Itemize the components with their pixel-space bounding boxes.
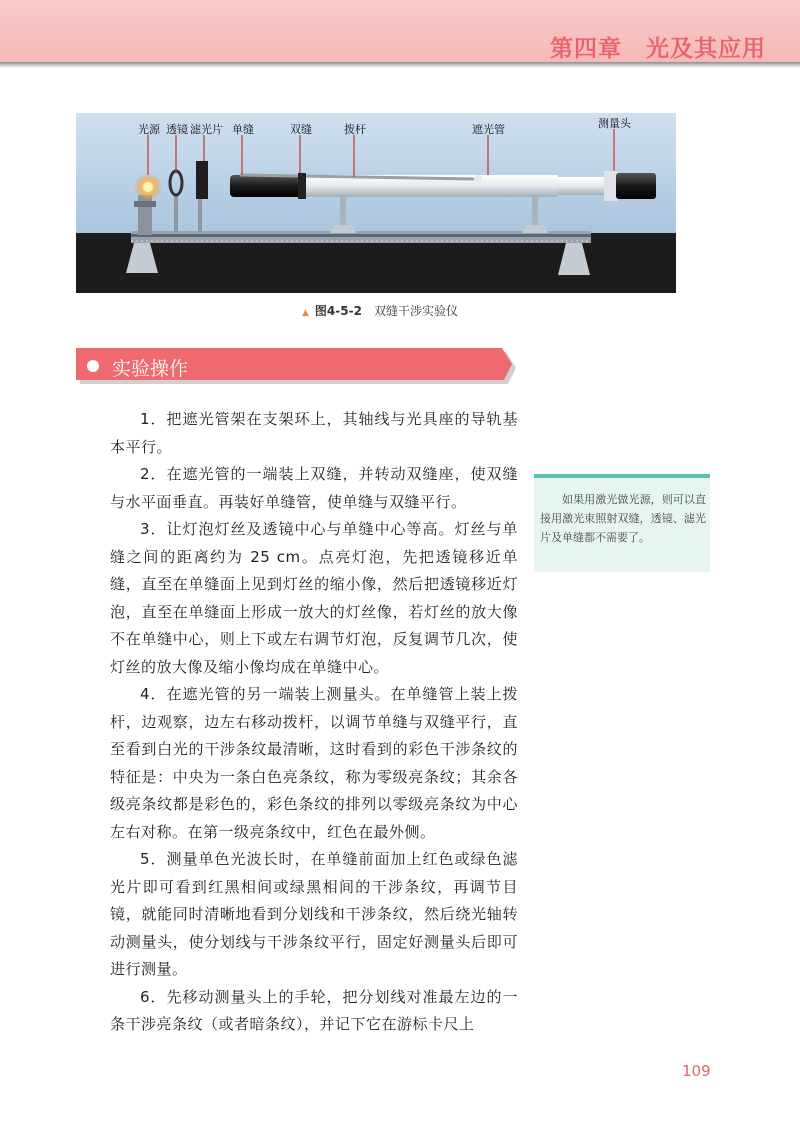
label-lens: 透镜 <box>166 123 188 136</box>
caption-number: 图4-5-2 <box>314 304 362 318</box>
side-note <box>534 474 710 572</box>
paragraph-5: 5．测量单色光波长时，在单缝前面加上红色或绿色滤光片即可看到红黑相间或绿黑相间的干涉条纹，再调节目镜，就能同时清晰地看到分划线和干涉条纹，然后绕光轴转动测量头，使分划线与干涉条纹平行，固定好测量头后即可进行测量。 <box>110 850 518 978</box>
section-bullet-icon <box>87 360 99 372</box>
label-double-slit: 双缝 <box>290 123 312 136</box>
label-filter: 滤光片 <box>190 123 223 136</box>
page-number: 109 <box>682 1062 711 1080</box>
caption-text: 双缝干涉实验仪 <box>373 304 458 318</box>
apparatus-photo <box>76 113 676 293</box>
section-title: 实验操作 <box>112 358 189 380</box>
caption-triangle-icon: ▲ <box>302 308 309 318</box>
chapter-title: 第四章 光及其应用 <box>550 36 766 62</box>
body-text <box>110 406 518 1039</box>
label-lever: 拨杆 <box>344 123 366 136</box>
label-shading-tube: 遮光管 <box>472 123 505 136</box>
paragraph-1: 1．把遮光管架在支架环上，其轴线与光具座的导轨基本平行。 <box>110 410 518 456</box>
paragraph-4: 4．在遮光管的另一端装上测量头。在单缝管上装上拨杆，边观察，边左右移动拨杆，以调节单缝与双缝平行，直至看到白光的干涉条纹最清晰，这时看到的彩色干涉条纹的特征是：中央为一条白色亮条纹，称为零级亮条纹；其余各级亮条纹都是彩色的，彩色条纹的排列以零级亮条纹为中心左右对称。在第一级亮条纹中，红色在最外侧。 <box>110 685 518 841</box>
label-measuring-head: 测量头 <box>598 117 631 130</box>
paragraph-2: 2．在遮光管的一端装上双缝，并转动双缝座，使双缝与水平面垂直。再装好单缝管，使单缝与双缝平行。 <box>110 465 518 511</box>
paragraph-3: 3．让灯泡灯丝及透镜中心与单缝中心等高。灯丝与单缝之间的距离约为 25 cm。点亮灯泡，先把透镜移近单缝，直至在单缝面上见到灯丝的缩小像，然后把透镜移近灯泡，直至在单缝面上形成一放大的灯丝像，若灯丝的放大像不在单缝中心，则上下或左右调节灯泡，反复调节几次，使灯丝的放大像及缩小像均成在单缝中心。 <box>110 520 518 676</box>
paragraph-6: 6．先移动测量头上的手轮，把分划线对准最左边的一条干涉亮条纹（或者暗条纹），并记下它在游标卡尺上 <box>110 987 518 1033</box>
label-light-source: 光源 <box>138 123 160 136</box>
figure-caption <box>302 302 458 319</box>
side-note-text: 如果用激光做光源，则可以直接用激光束照射双缝，透镜、滤光片及单缝都不需要了。 <box>540 493 706 544</box>
label-single-slit: 单缝 <box>232 123 254 136</box>
section-banner <box>76 348 516 384</box>
